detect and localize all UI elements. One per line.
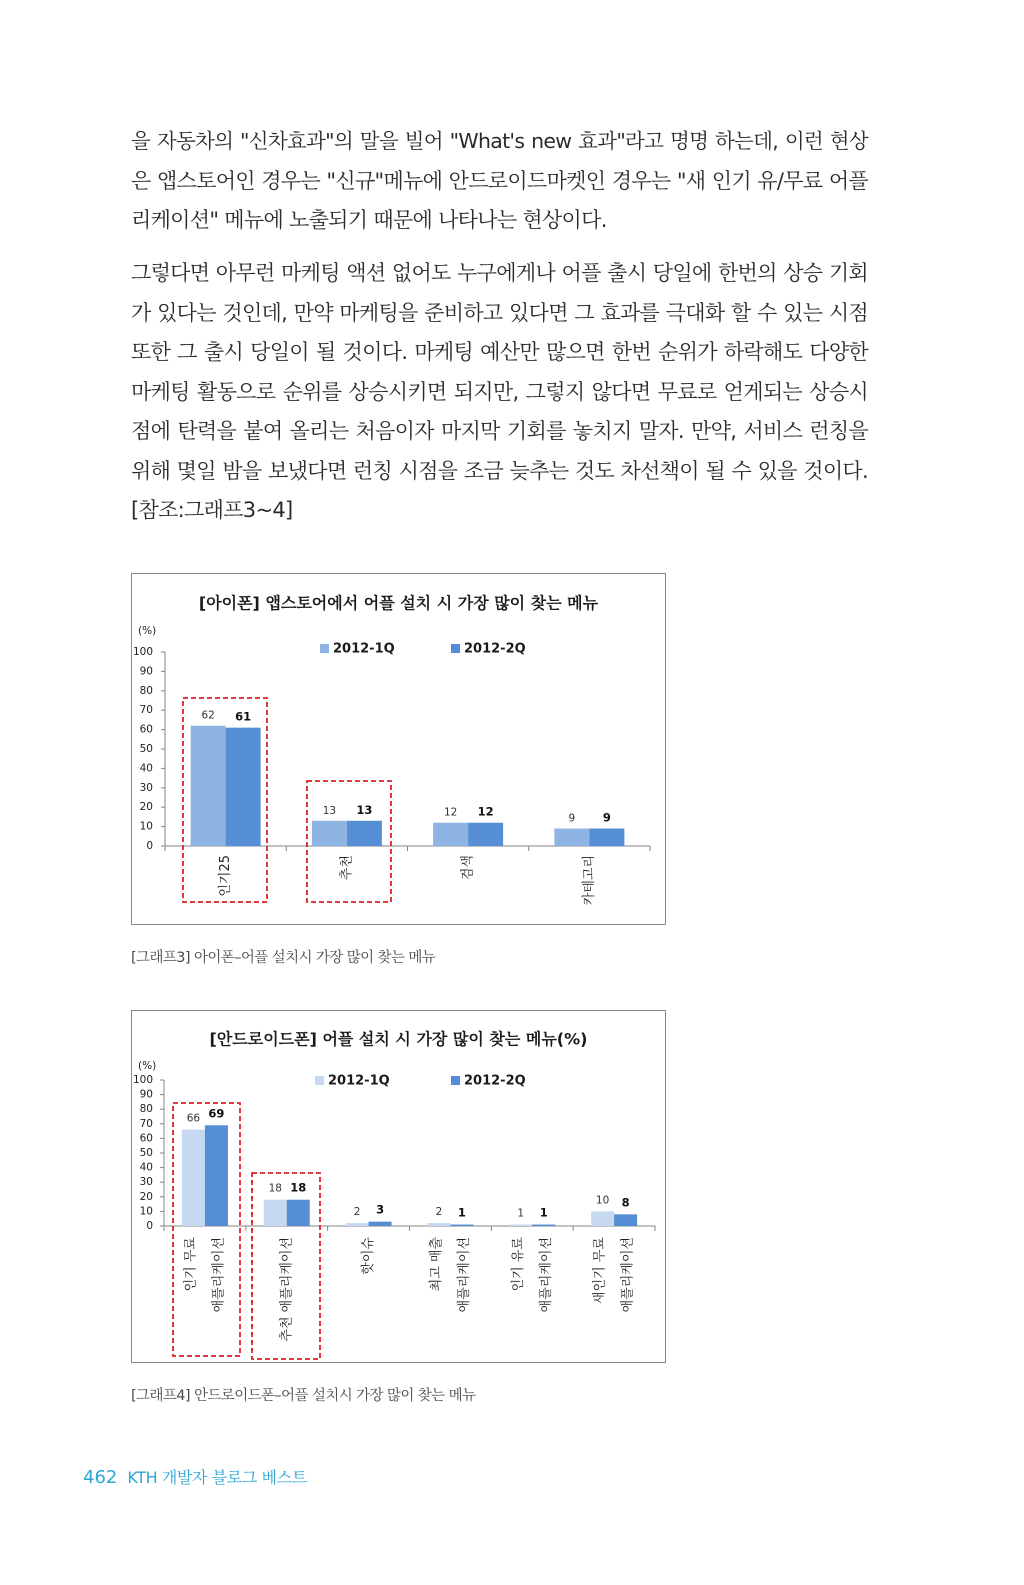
y-axis-unit: (%) — [138, 1060, 157, 1072]
bar-2012-1q — [591, 1211, 614, 1226]
body-text-line: 점에 탄력을 붙여 올리는 처음이자 마지막 기회를 놓치지 말자. 만약, 서비스 런칭을 — [131, 419, 868, 443]
data-label: 12 — [477, 804, 494, 819]
category-label: 애플리케이션 — [620, 1237, 636, 1313]
data-label: 13 — [356, 802, 373, 817]
paragraph — [131, 122, 868, 241]
body-text-line: 위해 몇일 밤을 보냈다면 런칭 시점을 조금 늦추는 것도 차선책이 될 수 있을 것이다. — [131, 458, 868, 483]
data-label: 8 — [621, 1195, 630, 1210]
category-label: 추천 애플리케이션 — [279, 1237, 295, 1342]
body-text-line: 그렇다면 아무런 마케팅 액션 없어도 누구에게나 어플 출시 당일에 한번의 상승 기회 — [131, 261, 868, 285]
android-menu-chart — [131, 1010, 666, 1363]
legend-label: 2012-1Q — [328, 1073, 390, 1089]
bar-2012-1q — [191, 726, 226, 846]
y-tick-label: 0 — [146, 1220, 153, 1232]
bar-2012-1q — [554, 829, 589, 846]
data-label: 18 — [290, 1180, 307, 1195]
y-axis-unit: (%) — [138, 625, 157, 637]
y-tick-label: 100 — [132, 1074, 153, 1086]
data-label: 18 — [268, 1182, 282, 1195]
data-label: 2 — [435, 1206, 443, 1219]
book-title: KTH 개발자 블로그 베스트 — [127, 1468, 307, 1487]
y-tick-label: 10 — [139, 820, 153, 833]
chart-svg — [132, 1011, 665, 1362]
y-tick-label: 70 — [139, 704, 153, 717]
legend-swatch — [451, 644, 460, 653]
data-label: 1 — [457, 1205, 466, 1220]
legend-label: 2012-2Q — [464, 1073, 526, 1089]
data-label: 9 — [568, 812, 576, 825]
category-label: 인기 유료 — [510, 1237, 526, 1292]
data-label: 13 — [322, 804, 337, 817]
bar-2012-2q — [205, 1125, 228, 1226]
body-text-line: [참조:그래프3~4] — [131, 498, 293, 522]
bar-2012-1q — [312, 821, 347, 846]
body-text-line: 을 자동차의 "신차효과"의 말을 빌어 "What's new 효과"라고 명명 하는데, 이런 현상 — [131, 129, 868, 153]
figure-caption: [그래프4] 안드로이드폰–어플 설치시 가장 많이 찾는 메뉴 — [131, 1388, 476, 1404]
category-label: 검색 — [460, 855, 476, 881]
bar-2012-1q — [427, 1223, 450, 1226]
paragraph — [131, 254, 868, 531]
chart-title: [아이폰] 앱스토어에서 어플 설치 시 가장 많이 찾는 메뉴 — [198, 593, 599, 613]
bar-2012-2q — [347, 821, 382, 846]
y-tick-label: 30 — [139, 1176, 153, 1189]
data-label: 3 — [376, 1202, 385, 1217]
category-label: 애플리케이션 — [211, 1237, 227, 1313]
y-tick-label: 90 — [139, 1088, 153, 1101]
data-label: 69 — [208, 1106, 225, 1121]
bar-2012-2q — [589, 829, 624, 846]
body-text-line: 리케이션" 메뉴에 노출되기 때문에 나타나는 현상이다. — [131, 208, 607, 232]
data-label: 1 — [517, 1207, 525, 1220]
y-tick-label: 80 — [139, 684, 153, 697]
y-tick-label: 70 — [139, 1117, 153, 1130]
category-label: 추천 — [339, 855, 355, 881]
data-label: 9 — [602, 810, 611, 825]
y-tick-label: 40 — [139, 1161, 153, 1174]
data-label: 10 — [595, 1194, 610, 1207]
data-label: 66 — [186, 1112, 201, 1125]
bar-2012-2q — [450, 1225, 473, 1226]
legend-label: 2012-1Q — [333, 641, 395, 657]
bar-2012-2q — [226, 728, 261, 846]
y-tick-label: 90 — [139, 665, 153, 678]
data-label: 2 — [353, 1206, 361, 1219]
data-label: 12 — [443, 806, 458, 819]
bar-2012-2q — [369, 1222, 392, 1226]
y-tick-label: 10 — [139, 1205, 153, 1218]
data-label: 1 — [539, 1205, 548, 1220]
y-tick-label: 50 — [139, 743, 153, 755]
category-label: 최고 매출 — [428, 1237, 444, 1292]
category-label: 애플리케이션 — [538, 1237, 554, 1313]
category-label: 인기 무료 — [183, 1237, 199, 1292]
y-tick-label: 20 — [139, 801, 153, 814]
legend-swatch — [315, 1076, 324, 1085]
legend-label: 2012-2Q — [464, 641, 526, 657]
bar-2012-1q — [182, 1130, 205, 1226]
legend-swatch — [451, 1076, 460, 1085]
bar-2012-1q — [509, 1225, 532, 1226]
legend-swatch — [320, 644, 329, 653]
chart-title: [안드로이드폰] 어플 설치 시 가장 많이 찾는 메뉴(%) — [209, 1029, 588, 1049]
body-text-line: 또한 그 출시 당일이 될 것이다. 마케팅 예산만 많으면 한번 순위가 하락해도 다양한 — [131, 340, 868, 364]
bar-2012-1q — [346, 1223, 369, 1226]
bar-2012-2q — [614, 1214, 637, 1226]
category-label: 애플리케이션 — [456, 1237, 472, 1313]
body-text-line: 가 있다는 것인데, 만약 마케팅을 준비하고 있다면 그 효과를 극대화 할 수 있는 시점 — [131, 300, 868, 325]
page-number: 462 — [83, 1467, 118, 1488]
figure-caption: [그래프3] 아이폰–어플 설치시 가장 많이 찾는 메뉴 — [131, 950, 436, 966]
y-tick-label: 40 — [139, 762, 153, 775]
bar-2012-2q — [532, 1225, 555, 1226]
category-label: 인기25 — [218, 855, 234, 897]
y-tick-label: 20 — [139, 1190, 153, 1203]
y-tick-label: 0 — [146, 840, 153, 852]
y-tick-label: 60 — [139, 1132, 153, 1145]
data-label: 62 — [201, 709, 215, 722]
bar-2012-1q — [264, 1200, 287, 1226]
category-label: 핫이슈 — [361, 1237, 377, 1275]
body-text-line: 은 앱스토어인 경우는 "신규"메뉴에 안드로이드마켓인 경우는 "새 인기 유/무료 어플 — [131, 168, 868, 193]
bar-2012-2q — [468, 823, 503, 846]
category-label: 카테고리 — [581, 855, 597, 906]
chart-svg — [132, 574, 665, 924]
category-label: 새인기 무료 — [592, 1237, 608, 1304]
bar-2012-2q — [287, 1200, 310, 1226]
y-tick-label: 50 — [139, 1147, 153, 1159]
y-tick-label: 100 — [132, 646, 153, 658]
bar-2012-1q — [433, 823, 468, 846]
body-text-line: 마케팅 활동으로 순위를 상승시키면 되지만, 그렇지 않다면 무료로 얻게되는 상승시 — [131, 379, 868, 404]
data-label: 61 — [235, 709, 252, 724]
y-tick-label: 60 — [139, 723, 153, 736]
y-tick-label: 80 — [139, 1103, 153, 1116]
page-footer — [83, 1467, 307, 1489]
y-tick-label: 30 — [139, 781, 153, 794]
iphone-menu-chart — [131, 573, 666, 925]
